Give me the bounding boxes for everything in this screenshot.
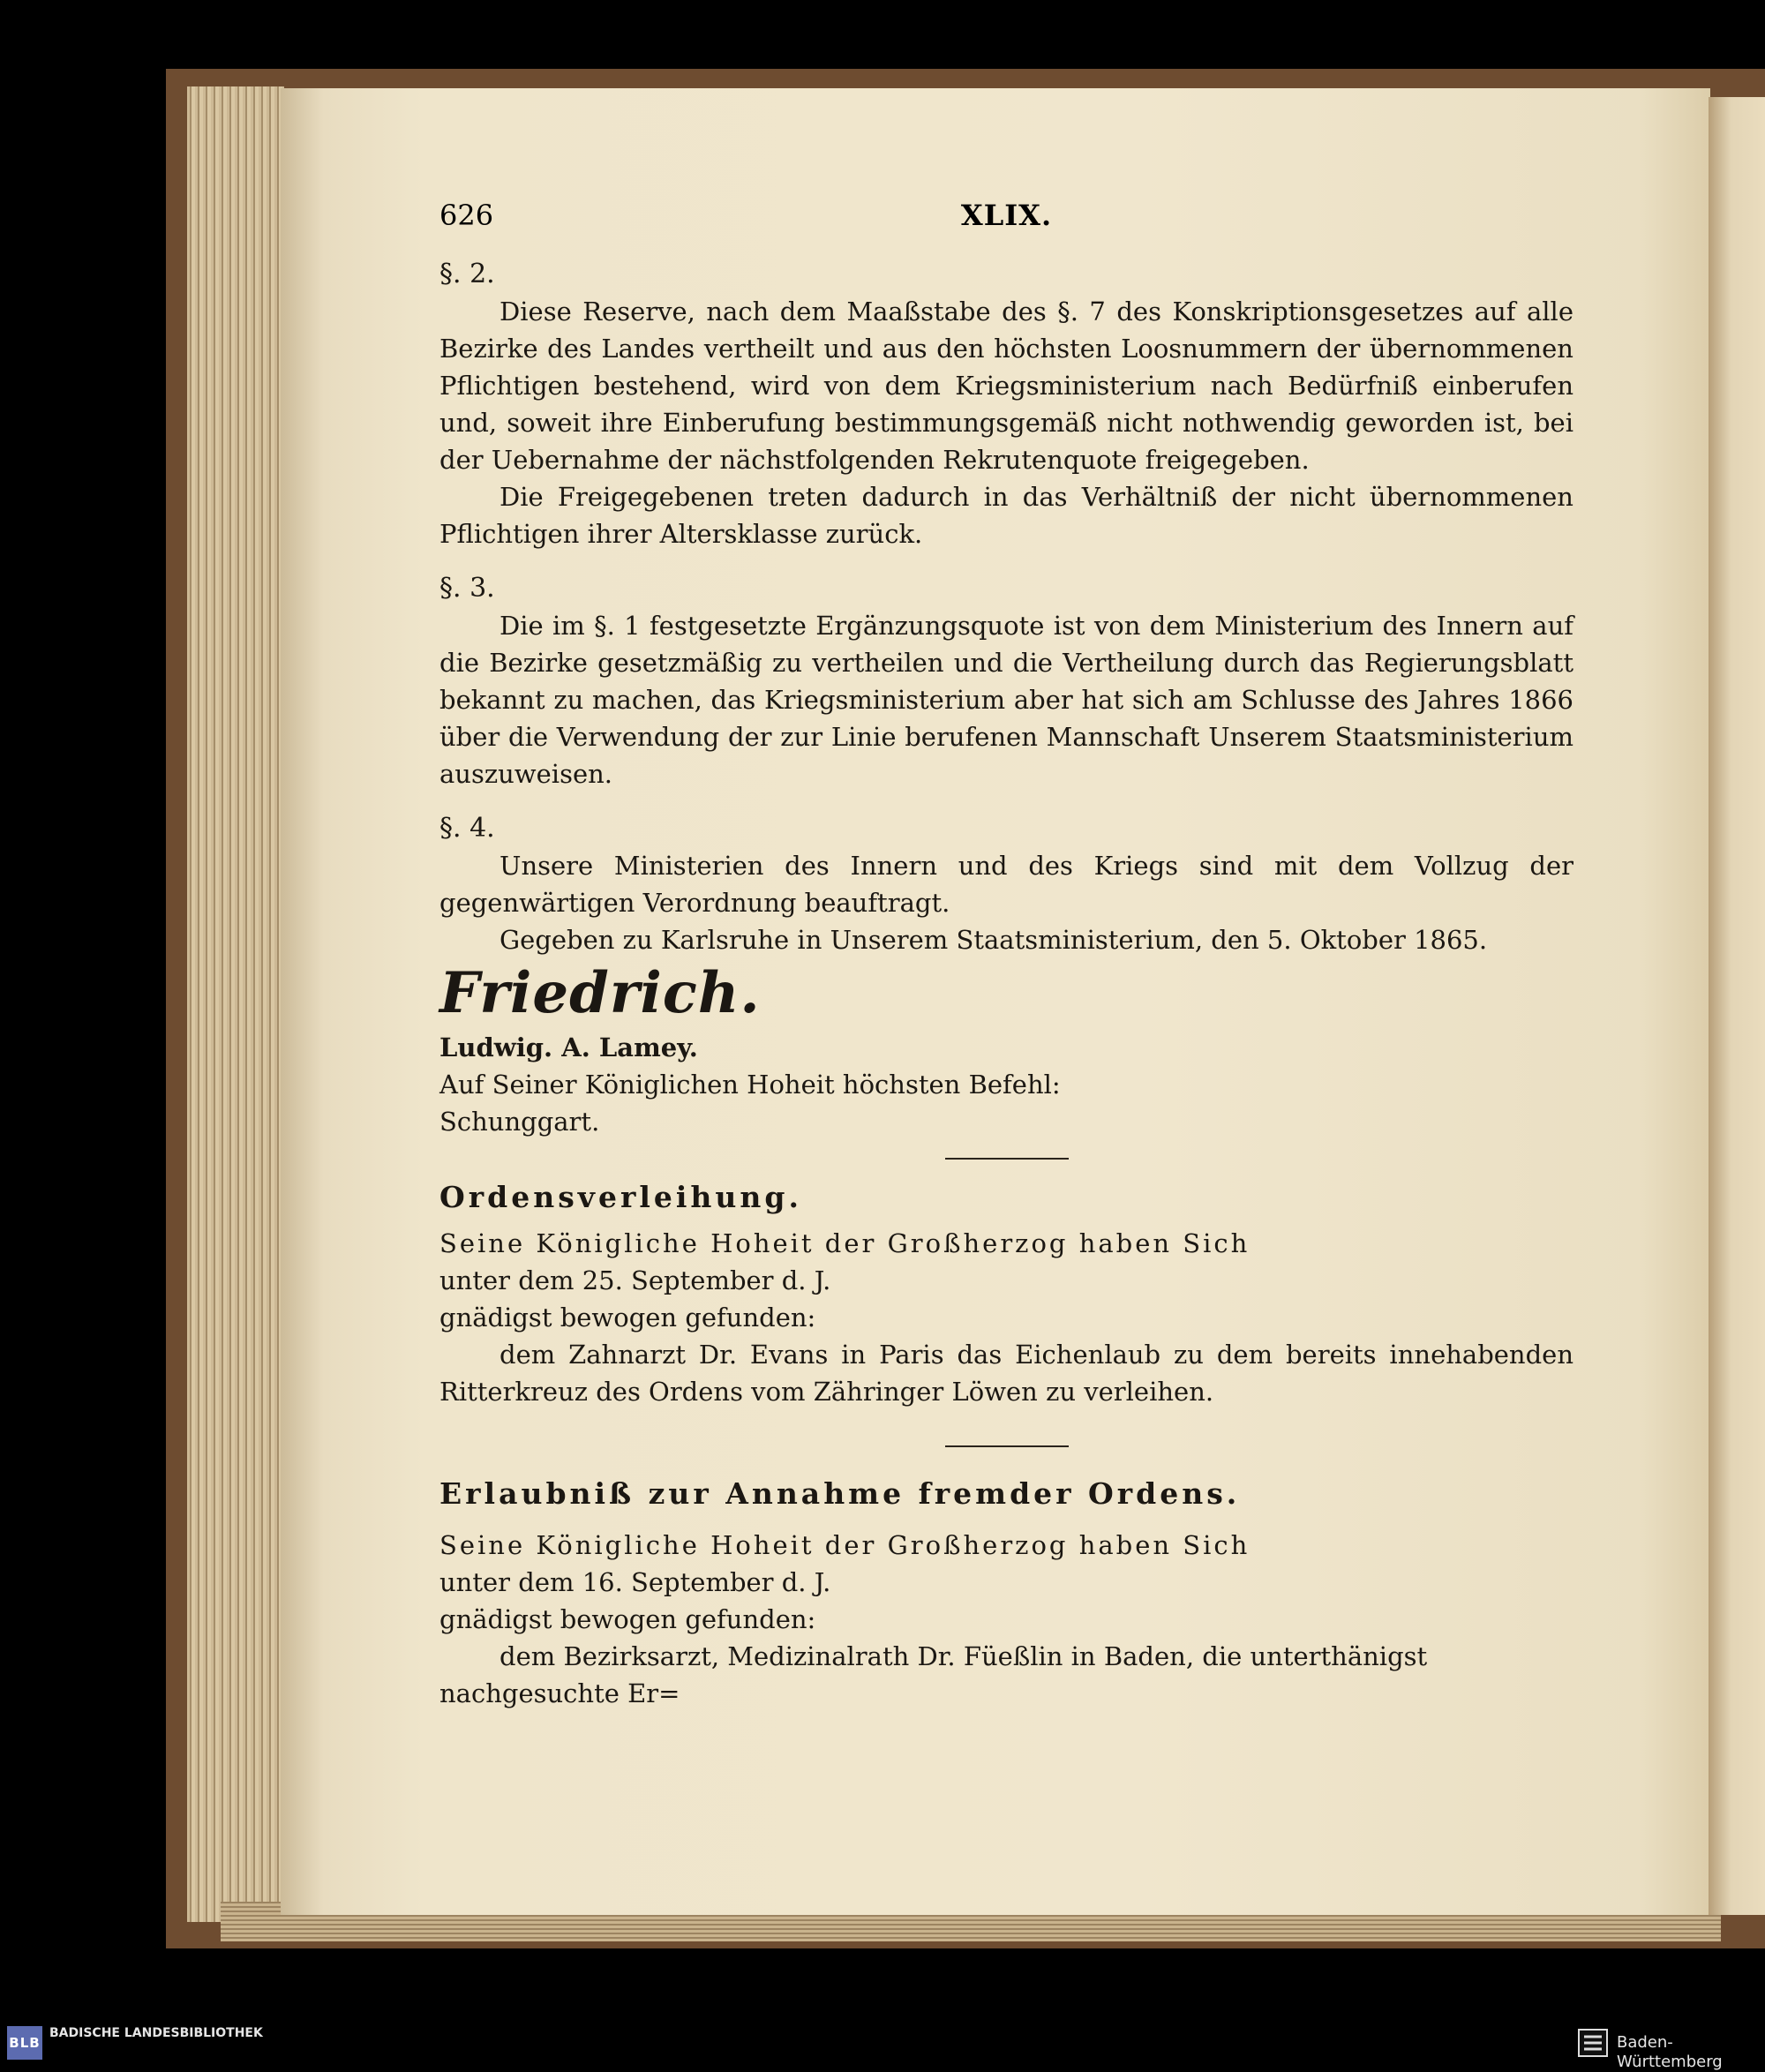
- library-name: BADISCHE LANDESBIBLIOTHEK: [49, 2026, 263, 2040]
- paragraph: Die Freigegebenen treten dadurch in das Verhältniß der nicht übernommenen Pflichtigen ihrer Altersklasse zurück.: [439, 482, 1573, 549]
- divider: [945, 1445, 1069, 1447]
- paragraph: Unsere Ministerien des Innern und des Kriegs sind mit dem Vollzug der gegenwärtigen Verordnung beauftragt.: [439, 851, 1573, 918]
- viewer-footer: [0, 2021, 1765, 2071]
- baden-wuerttemberg-lions-icon: [1577, 2028, 1609, 2058]
- running-title: XLIX.: [960, 199, 1053, 232]
- award-text: dem Zahnarzt Dr. Evans in Paris das Eichenlaub zu dem bereits innehabenden Ritterkreuz des Ordens vom Zähringer Löwen zu verleihen.: [439, 1340, 1573, 1407]
- blb-logo[interactable]: BLB: [7, 2026, 42, 2060]
- award-found: gnädigst bewogen gefunden:: [439, 1303, 816, 1333]
- order-award-heading: Ordensverleihung.: [439, 1180, 802, 1214]
- paragraph: Diese Reserve, nach dem Maaßstabe des §. 7 des Konskriptionsgesetzes auf alle Bezirke des Landes vertheilt und aus den höchsten Loosnummern der übernommenen Pflichtigen bestehend, wird von dem Kriegsministerium nach Bedürfniß einberufen und, soweit ihre Einberufung bestimmungsgemäß nicht nothwendig geworden ist, bei der Uebernahme der nächstfolgenden Rekrutenquote freigegeben.: [439, 297, 1573, 475]
- section-heading-2: §. 2.: [439, 259, 495, 289]
- section-heading-3: §. 3.: [439, 573, 495, 604]
- foreign-text: dem Bezirksarzt, Medizinalrath Dr. Füeßlin in Baden, die unterthänigst nachgesuchte Er=: [439, 1641, 1428, 1708]
- signature: Friedrich.: [439, 960, 761, 1026]
- state-name: Baden-Württemberg: [1617, 2033, 1723, 2071]
- section-heading-4: §. 4.: [439, 813, 495, 844]
- foreign-date: unter dem 16. September d. J.: [439, 1567, 831, 1597]
- facing-page-edge: [1709, 97, 1765, 1915]
- foreign-orders-heading: Erlaubniß zur Annahme fremder Ordens.: [439, 1476, 1241, 1511]
- by-order-line: Auf Seiner Königlichen Hoheit höchsten Befehl:: [439, 1070, 1061, 1100]
- foreign-line: Seine Königliche Hoheit der Großherzog haben Sich: [439, 1530, 1251, 1560]
- given-line: Gegeben zu Karlsruhe in Unserem Staatsministerium, den 5. Oktober 1865.: [499, 925, 1488, 955]
- countersignature: Ludwig. A. Lamey.: [439, 1032, 698, 1062]
- page-text: [439, 256, 1573, 1712]
- page-header: [439, 199, 1573, 236]
- page-stack-edge: [187, 86, 284, 1922]
- award-date: unter dem 25. September d. J.: [439, 1265, 831, 1295]
- award-line: Seine Königliche Hoheit der Großherzog haben Sich: [439, 1228, 1251, 1258]
- page-number: 626: [439, 199, 494, 232]
- secretary-name: Schunggart.: [439, 1107, 600, 1137]
- foreign-found: gnädigst bewogen gefunden:: [439, 1604, 816, 1634]
- divider: [945, 1158, 1069, 1160]
- paragraph: Die im §. 1 festgesetzte Ergänzungsquote ist von dem Ministerium des Innern auf die Bezirke gesetzmäßig zu vertheilen und die Vertheilung durch das Regierungsblatt bekannt zu machen, das Kriegsministerium aber hat sich am Schlusse des Jahres 1866 über die Verwendung der zur Linie berufenen Mannschaft Unserem Staatsministerium auszuweisen.: [439, 611, 1573, 789]
